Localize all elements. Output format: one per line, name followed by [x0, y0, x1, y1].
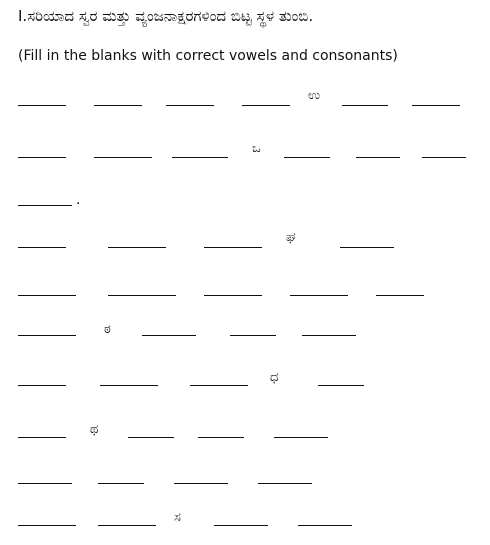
- exercise-row: [0, 141, 490, 166]
- blank-line[interactable]: [18, 105, 66, 106]
- exercise-row: [0, 370, 490, 394]
- exercise-row: [0, 472, 490, 492]
- blank-line[interactable]: [290, 295, 348, 296]
- blank-line[interactable]: [318, 385, 364, 386]
- given-letter: ಸ: [174, 510, 181, 525]
- blank-line[interactable]: [18, 437, 66, 438]
- blank-line[interactable]: [108, 295, 176, 296]
- blank-line[interactable]: [18, 525, 76, 526]
- given-letter: ಧ: [270, 370, 279, 385]
- exercise-row: [0, 230, 490, 256]
- blank-line[interactable]: [242, 105, 290, 106]
- blank-line[interactable]: [412, 105, 460, 106]
- blank-line[interactable]: [98, 525, 156, 526]
- blank-line[interactable]: [128, 437, 174, 438]
- blank-line[interactable]: [342, 105, 388, 106]
- blank-line[interactable]: [18, 335, 76, 336]
- blank-line[interactable]: [204, 247, 262, 248]
- worksheet-instruction: (Fill in the blanks with correct vowels and consonants): [18, 48, 398, 64]
- blank-line[interactable]: [98, 483, 144, 484]
- blank-line[interactable]: [18, 295, 76, 296]
- blank-line[interactable]: [274, 437, 328, 438]
- blank-line[interactable]: [18, 483, 72, 484]
- exercise-row: [0, 284, 490, 304]
- blank-line[interactable]: [18, 385, 66, 386]
- blank-line[interactable]: [298, 525, 352, 526]
- full-stop: .: [76, 192, 81, 208]
- blank-line[interactable]: [94, 105, 142, 106]
- blank-line[interactable]: [198, 437, 244, 438]
- blank-line[interactable]: [340, 247, 394, 248]
- blank-line[interactable]: [258, 483, 312, 484]
- blank-line[interactable]: [356, 157, 400, 158]
- blank-line[interactable]: [18, 247, 66, 248]
- given-letter: ಉ: [308, 88, 321, 103]
- exercise-row: [0, 422, 490, 446]
- blank-line[interactable]: [422, 157, 466, 158]
- blank-line[interactable]: [204, 295, 262, 296]
- blank-line[interactable]: [302, 335, 356, 336]
- worksheet-heading: I.ಸರಿಯಾದ ಸ್ವರ ಮತ್ತು ವ್ಯಂಜನಾಕ್ಷರಗಳಿಂದ ಬಿಟ್ಟ ಸ್ಥಳ ತುಂಬಿ.: [18, 7, 314, 25]
- blank-line[interactable]: [18, 205, 72, 206]
- blank-line[interactable]: [230, 335, 276, 336]
- blank-line[interactable]: [172, 157, 228, 158]
- given-letter: ಘ: [286, 230, 296, 245]
- blank-line[interactable]: [166, 105, 214, 106]
- blank-line[interactable]: [142, 335, 196, 336]
- exercise-row: [0, 88, 490, 114]
- blank-line[interactable]: [100, 385, 158, 386]
- blank-line[interactable]: [376, 295, 424, 296]
- blank-line[interactable]: [108, 247, 166, 248]
- given-letter: ಠ: [104, 322, 111, 337]
- blank-line[interactable]: [190, 385, 248, 386]
- blank-line[interactable]: [174, 483, 228, 484]
- exercise-row: [0, 194, 490, 214]
- blank-line[interactable]: [94, 157, 152, 158]
- exercise-row: [0, 324, 490, 344]
- blank-line[interactable]: [18, 157, 66, 158]
- blank-line[interactable]: [284, 157, 330, 158]
- blank-line[interactable]: [214, 525, 268, 526]
- given-letter: ಥ: [90, 422, 99, 437]
- given-letter: ಒ: [252, 141, 261, 156]
- exercise-row: [0, 510, 490, 534]
